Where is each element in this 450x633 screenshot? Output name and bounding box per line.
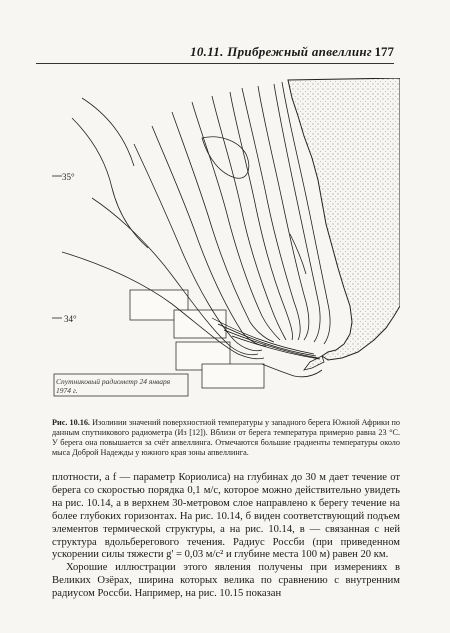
figure-map	[52, 78, 400, 412]
header-rule	[36, 63, 394, 64]
paragraph-2: Хорошие иллюстрации этого явления получены при измерениях в Великих Озёрах, ширина которых велика по сравнению с внутренним радиусом Россби. Например, на рис. 10.15 показан	[52, 562, 400, 600]
page-header	[0, 44, 450, 64]
latitude-label-34: 34°	[64, 314, 77, 324]
caption-label: Рис. 10.16.	[52, 418, 90, 427]
latitude-label-35: 35°	[62, 172, 75, 182]
running-title: 10.11. Прибрежный апвеллинг	[190, 44, 372, 59]
caption-text: Изолинии значений поверхностной температуры у западного берега Южной Африки по данным спутникового радиометра (Из [12]). Вблизи от берега температура примерно равна 23 °С. У берега она повышается за счёт апвеллинга. Отмечаются большие градиенты температуры около мыса Доброй Надежды у южного края зоны апвеллинга.	[52, 418, 400, 457]
cloud-blocks	[130, 290, 264, 388]
paragraph-1: плотности, а f — параметр Кориолиса) на глубинах до 30 м дает течение от берега со скоростью порядка 0,1 м/с, которое можно действительно увидеть на рис. 10.14, а в верхнем 30-метровом слое направлено к берегу течение на более глубоких горизонтах. На рис. 10.14, б виден соответствующий подъем элементов термической структуры, а на рис. 10.14, в — связанная с ней структура вдольберегового течения. Радиус Россби (при приведенном ускорении силы тяжести g' = 0,03 м/с² и глубине места 100 м) равен 20 км.	[52, 472, 400, 561]
body-text	[52, 472, 400, 601]
isotherm-map	[52, 78, 400, 412]
land-mass	[288, 78, 400, 360]
figure-caption	[52, 418, 400, 458]
page-number: 177	[374, 44, 394, 59]
inset-label: Спутниковый радиометр 24 января 1974 г.	[56, 377, 171, 395]
